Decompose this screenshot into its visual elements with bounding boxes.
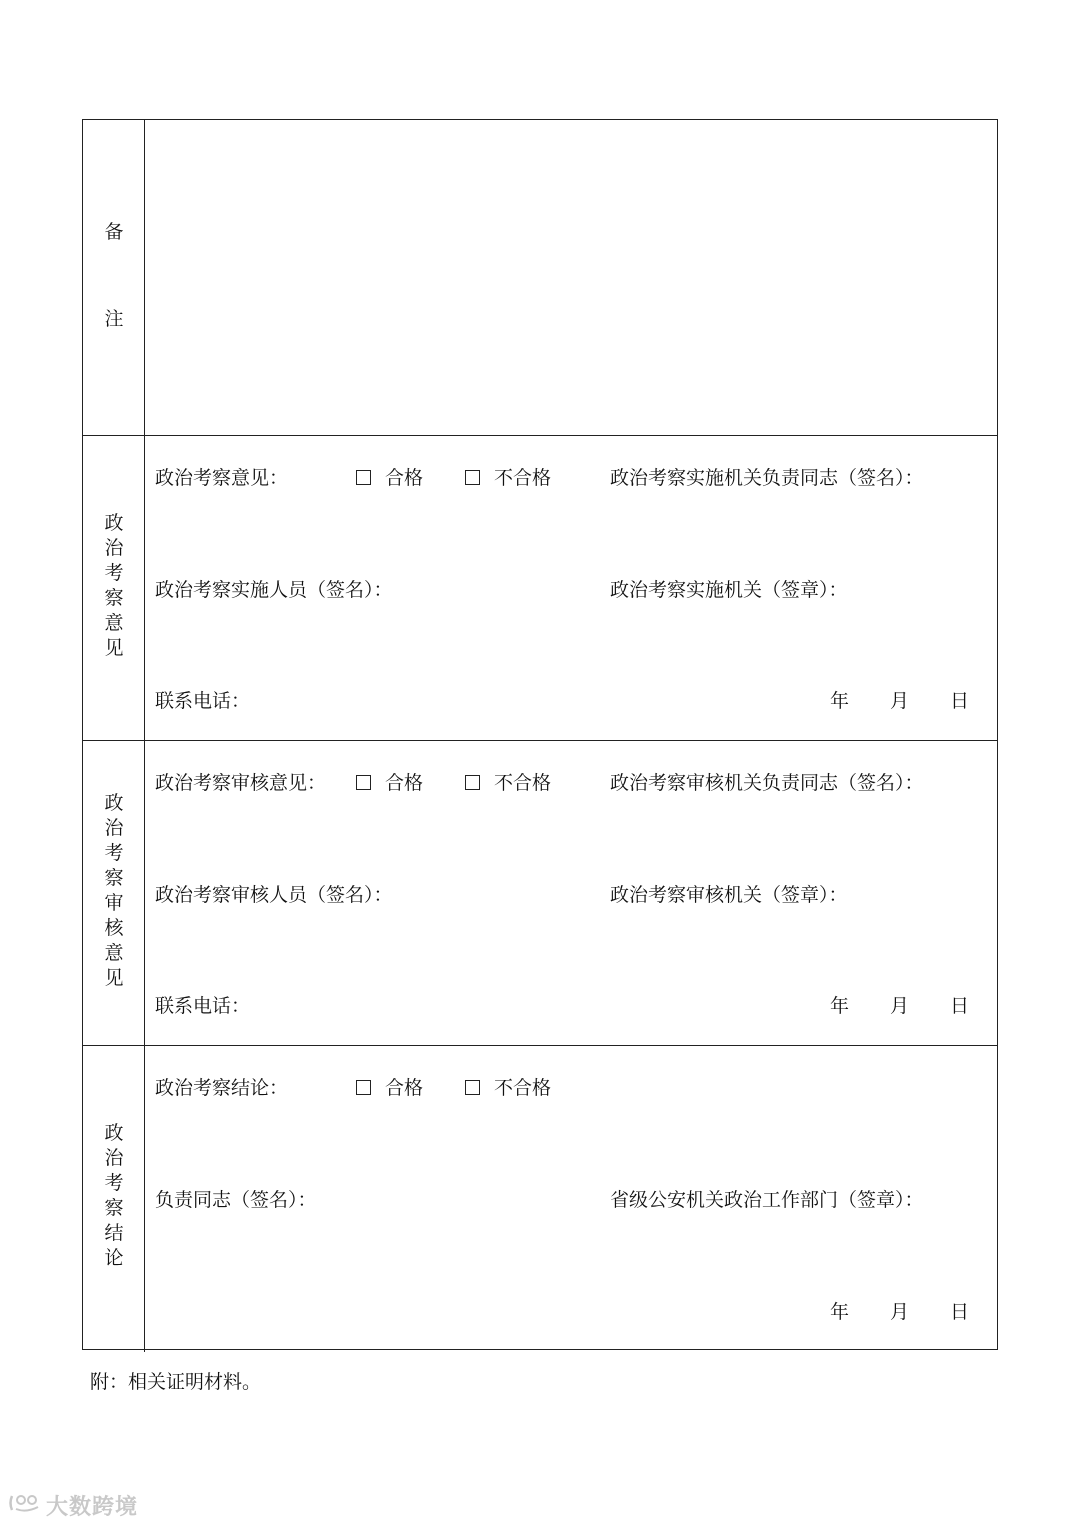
remarks-label-char-2: 注 bbox=[104, 308, 124, 330]
audit-opinion-label: 政治考察审核意见： bbox=[155, 772, 327, 794]
review-org-leader-signature[interactable]: 政治考察实施机关负责同志（签名）： bbox=[610, 467, 924, 489]
remarks-label-cell bbox=[83, 120, 145, 435]
political-review-form-table bbox=[82, 119, 998, 1350]
label-char: 察 bbox=[104, 867, 124, 889]
audit-date-year: 年 bbox=[830, 995, 850, 1017]
audit-phone[interactable]: 联系电话： bbox=[155, 995, 251, 1017]
audit-opinion-row bbox=[83, 740, 997, 1046]
review-date-month: 月 bbox=[890, 690, 910, 712]
review-pass-label: 合格 bbox=[385, 467, 424, 489]
label-char: 审 bbox=[104, 892, 124, 914]
conclusion-row bbox=[83, 1045, 997, 1352]
audit-pass-checkbox[interactable] bbox=[356, 775, 371, 790]
label-char: 论 bbox=[104, 1247, 124, 1269]
review-opinion-row bbox=[83, 435, 997, 741]
label-char: 意 bbox=[104, 942, 124, 964]
review-pass-checkbox[interactable] bbox=[356, 470, 371, 485]
conclusion-label-cell bbox=[83, 1046, 145, 1352]
conclusion-fail-label: 不合格 bbox=[494, 1077, 552, 1099]
audit-opinion-vertical-label bbox=[83, 791, 145, 991]
conclusion-fail-checkbox[interactable] bbox=[465, 1080, 480, 1095]
review-org-seal[interactable]: 政治考察实施机关（签章）： bbox=[610, 579, 848, 601]
audit-fail-checkbox[interactable] bbox=[465, 775, 480, 790]
review-implementer-signature[interactable]: 政治考察实施人员（签名）： bbox=[155, 579, 393, 601]
label-char: 治 bbox=[104, 1147, 124, 1169]
watermark-logo-icon bbox=[8, 1492, 42, 1520]
label-char: 见 bbox=[104, 637, 124, 659]
watermark-text: 大数跨境 bbox=[46, 1495, 139, 1520]
label-char: 考 bbox=[104, 562, 124, 584]
auditor-signature[interactable]: 政治考察审核人员（签名）： bbox=[155, 884, 393, 906]
conclusion-date-month: 月 bbox=[890, 1301, 910, 1323]
label-char: 考 bbox=[104, 1172, 124, 1194]
conclusion-leader-signature[interactable]: 负责同志（签名）： bbox=[155, 1189, 317, 1211]
label-char: 考 bbox=[104, 842, 124, 864]
conclusion-label: 政治考察结论： bbox=[155, 1077, 289, 1099]
audit-date-month: 月 bbox=[890, 995, 910, 1017]
review-date-day: 日 bbox=[950, 690, 970, 712]
conclusion-date-day: 日 bbox=[950, 1301, 970, 1323]
remarks-content-cell[interactable] bbox=[145, 120, 997, 435]
label-char: 治 bbox=[104, 817, 124, 839]
audit-org-leader-signature[interactable]: 政治考察审核机关负责同志（签名）： bbox=[610, 772, 924, 794]
label-char: 见 bbox=[104, 967, 124, 989]
watermark bbox=[8, 1490, 138, 1521]
review-phone[interactable]: 联系电话： bbox=[155, 690, 251, 712]
audit-pass-label: 合格 bbox=[385, 772, 424, 794]
review-date-year: 年 bbox=[830, 690, 850, 712]
label-char: 政 bbox=[104, 1122, 124, 1144]
label-char: 意 bbox=[104, 612, 124, 634]
remarks-label-char-1: 备 bbox=[104, 221, 124, 243]
label-char: 察 bbox=[104, 1197, 124, 1219]
audit-fail-label: 不合格 bbox=[494, 772, 552, 794]
conclusion-date-year: 年 bbox=[830, 1301, 850, 1323]
audit-opinion-label-cell bbox=[83, 741, 145, 1046]
label-char: 核 bbox=[104, 917, 124, 939]
conclusion-pass-checkbox[interactable] bbox=[356, 1080, 371, 1095]
attachment-note: 附：相关证明材料。 bbox=[90, 1371, 262, 1393]
label-char: 政 bbox=[104, 512, 124, 534]
conclusion-vertical-label bbox=[83, 1121, 145, 1271]
audit-date-day: 日 bbox=[950, 995, 970, 1017]
review-fail-checkbox[interactable] bbox=[465, 470, 480, 485]
review-fail-label: 不合格 bbox=[494, 467, 552, 489]
audit-org-seal[interactable]: 政治考察审核机关（签章）： bbox=[610, 884, 848, 906]
remarks-row bbox=[83, 120, 997, 435]
review-opinion-label: 政治考察意见： bbox=[155, 467, 289, 489]
conclusion-dept-seal[interactable]: 省级公安机关政治工作部门（签章）： bbox=[610, 1189, 924, 1211]
review-opinion-label-cell bbox=[83, 436, 145, 741]
label-char: 政 bbox=[104, 792, 124, 814]
review-opinion-vertical-label bbox=[83, 511, 145, 661]
label-char: 治 bbox=[104, 537, 124, 559]
conclusion-pass-label: 合格 bbox=[385, 1077, 424, 1099]
label-char: 察 bbox=[104, 587, 124, 609]
label-char: 结 bbox=[104, 1222, 124, 1244]
